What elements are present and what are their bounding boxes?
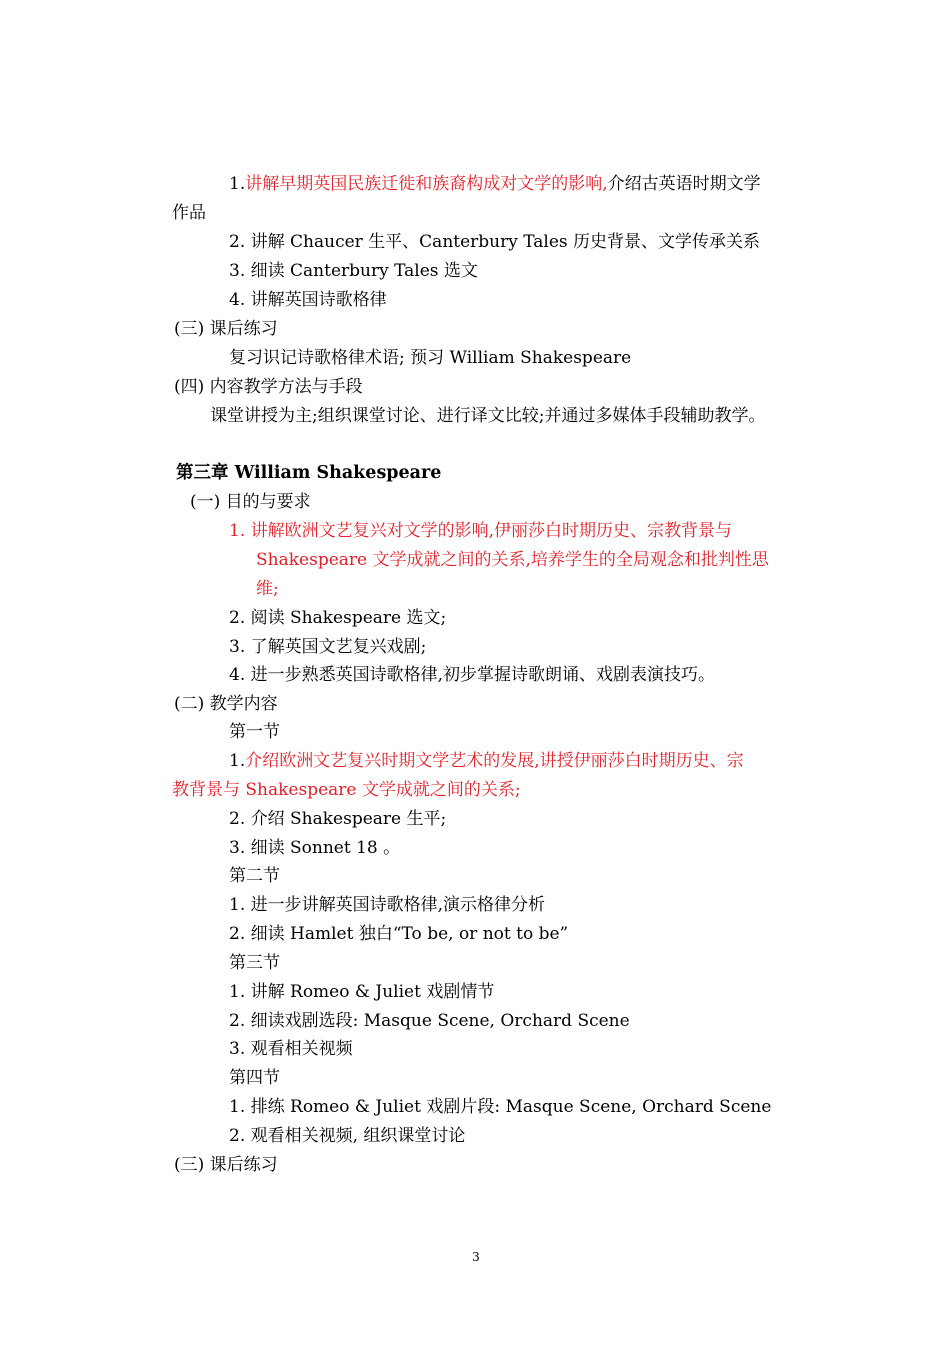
item-number: 1.	[229, 751, 246, 771]
list-item: 3. 细读 Sonnet 18 。	[229, 838, 401, 858]
list-item: 2. 细读 Hamlet 独白“To be, or not to be”	[229, 924, 569, 944]
list-item: 2. 介绍 Shakespeare 生平;	[229, 809, 447, 829]
section-heading: (二) 教学内容	[174, 694, 278, 714]
section-heading: (三) 课后练习	[174, 319, 278, 339]
item-text: 介绍古英语时期文学	[607, 174, 761, 194]
subsection-title: 第四节	[229, 1068, 280, 1088]
list-item: 3. 观看相关视频	[229, 1039, 353, 1059]
page-number: 3	[472, 1250, 480, 1264]
paragraph: 课堂讲授为主;组织课堂讨论、进行译文比较;并通过多媒体手段辅助教学。	[210, 406, 766, 426]
list-item: 1. 讲解 Romeo & Juliet 戏剧情节	[229, 982, 495, 1002]
highlighted-text: 讲解早期英国民族迁徙和族裔构成对文学的影响,	[245, 174, 608, 194]
list-item: 1. 进一步讲解英国诗歌格律,演示格律分析	[229, 895, 546, 915]
list-item	[229, 170, 761, 199]
list-item: 4. 讲解英国诗歌格律	[229, 290, 387, 310]
list-item: 3. 细读 Canterbury Tales 选文	[229, 261, 478, 281]
list-item: 2. 阅读 Shakespeare 选文;	[229, 608, 447, 628]
highlighted-text: 介绍欧洲文艺复兴时期文学艺术的发展,讲授伊丽莎白时期历史、宗	[245, 751, 744, 771]
list-item-continuation: 教背景与 Shakespeare 文学成就之间的关系;	[172, 780, 521, 800]
list-item: 4. 进一步熟悉英国诗歌格律,初步掌握诗歌朗诵、戏剧表演技巧。	[229, 665, 716, 685]
list-item: 1. 排练 Romeo & Juliet 戏剧片段: Masque Scene, Orchard Scene	[229, 1097, 772, 1117]
chapter-title: 第三章 William Shakespeare	[176, 463, 442, 483]
list-item-continuation: Shakespeare 文学成就之间的关系,培养学生的全局观念和批判性思	[256, 550, 769, 570]
subsection-title: 第二节	[229, 866, 280, 886]
list-item: 2. 讲解 Chaucer 生平、Canterbury Tales 历史背景、文学传承关系	[229, 232, 761, 252]
list-item: 2. 细读戏剧选段: Masque Scene, Orchard Scene	[229, 1011, 630, 1031]
section-heading: (一) 目的与要求	[190, 492, 311, 512]
list-item-continuation: 维;	[256, 579, 279, 599]
subsection-title: 第三节	[229, 953, 280, 973]
paragraph: 复习识记诗歌格律术语; 预习 William Shakespeare	[229, 348, 632, 368]
list-item: 3. 了解英国文艺复兴戏剧;	[229, 637, 427, 657]
section-heading: (三) 课后练习	[174, 1155, 278, 1175]
list-item	[229, 747, 744, 776]
list-item: 2. 观看相关视频, 组织课堂讨论	[229, 1126, 466, 1146]
item-number: 1.	[229, 174, 246, 194]
subsection-title: 第一节	[229, 722, 280, 742]
list-item: 1. 讲解欧洲文艺复兴对文学的影响,伊丽莎白时期历史、宗教背景与	[229, 521, 733, 541]
section-heading: (四) 内容教学方法与手段	[174, 377, 363, 397]
list-item-continuation: 作品	[172, 203, 206, 223]
